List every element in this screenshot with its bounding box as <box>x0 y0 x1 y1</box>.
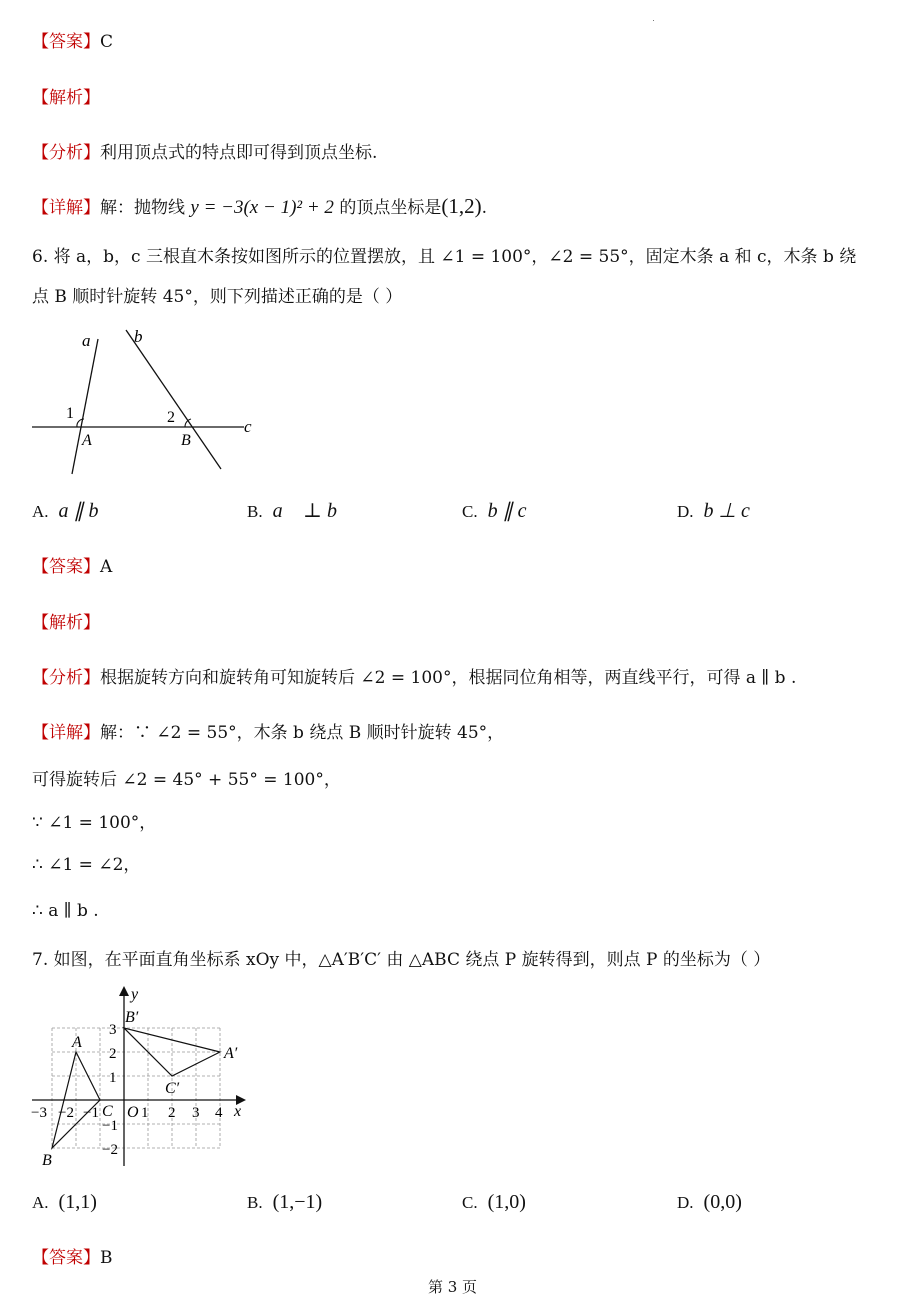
q6-step-4: ∴ a ∥ b . <box>32 901 99 921</box>
q5-detail-line <box>32 194 487 220</box>
option-label: B. <box>247 502 263 521</box>
option-label: B. <box>247 1193 263 1212</box>
q6-option-d[interactable] <box>677 498 750 525</box>
ytick: 3 <box>109 1022 117 1038</box>
option-label: D. <box>677 502 694 521</box>
page-footer: 第 3 页 <box>427 1278 478 1296</box>
label-O: O <box>127 1104 139 1121</box>
q6-answer-line <box>32 555 112 579</box>
analysis-tag: 【分析】 <box>32 668 100 688</box>
q7-answer-line <box>32 1246 113 1270</box>
option-label: C. <box>462 502 478 521</box>
xtick: −1 <box>83 1105 99 1121</box>
ytick: −1 <box>102 1118 118 1134</box>
q6-option-c[interactable] <box>462 498 526 525</box>
q6-step-2: ∵ ∠1 = 100°， <box>32 813 157 833</box>
q7-option-a[interactable] <box>32 1189 97 1216</box>
ytick: −2 <box>102 1142 118 1158</box>
answer-tag: 【答案】 <box>32 557 100 577</box>
option-value: a⃗ ⊥ b⃗ <box>272 500 353 522</box>
label-B: B <box>42 1152 52 1169</box>
q7-option-c[interactable] <box>462 1189 526 1216</box>
option-label: C. <box>462 1193 478 1212</box>
label-2: 2 <box>167 409 175 426</box>
analysis-text: 利用顶点式的特点即可得到顶点坐标. <box>100 143 378 163</box>
label-a: a <box>82 331 91 350</box>
xtick: 2 <box>168 1105 176 1121</box>
label-c: c <box>244 417 252 436</box>
q6-stem-line2: 点 B 顺时针旋转 45°，则下列描述正确的是（ ） <box>32 287 403 307</box>
detail-text: 解：∵ ∠2 = 55°，木条 b 绕点 B 顺时针旋转 45°， <box>100 723 505 743</box>
q7-option-d[interactable] <box>677 1189 742 1216</box>
option-value: (1,0) <box>487 1191 526 1213</box>
detail-pre: 解：抛物线 <box>100 198 185 218</box>
stray-dot <box>653 20 654 21</box>
option-label: A. <box>32 1193 49 1212</box>
label-A: A <box>72 1034 82 1051</box>
option-value: b ∥ c <box>487 500 527 522</box>
detail-end: . <box>481 198 487 218</box>
label-y: y <box>131 986 139 1003</box>
label-1: 1 <box>66 405 74 422</box>
q6-figure <box>28 322 268 482</box>
xtick: −3 <box>31 1105 47 1121</box>
option-value: a ∥ b <box>58 500 99 522</box>
label-A1: A′ <box>224 1045 238 1062</box>
q5-answer-line <box>32 30 113 54</box>
q7-stem: 7. 如图，在平面直角坐标系 xOy 中，△A′B′C′ 由 △ABC 绕点 P 旋转得到，则点 P 的坐标为（ ） <box>32 950 771 970</box>
q5-jiexi-line <box>32 86 100 110</box>
xtick: 4 <box>215 1105 223 1121</box>
label-A: A <box>82 432 92 449</box>
label-B1: B′ <box>125 1009 139 1026</box>
q6-detail-line <box>32 721 504 745</box>
point-labels <box>42 986 241 1169</box>
q6-option-a[interactable] <box>32 498 99 525</box>
tick-labels <box>31 1022 223 1158</box>
q6-jiexi-line <box>32 611 100 635</box>
jiexi-tag: 【解析】 <box>32 613 100 633</box>
label-B: B <box>181 432 191 449</box>
line-a <box>72 339 98 474</box>
q7-option-b[interactable] <box>247 1189 322 1216</box>
option-label: A. <box>32 502 49 521</box>
vertex-point: (1,2) <box>441 194 482 218</box>
q6-analysis-line <box>32 666 796 690</box>
analysis-text: 根据旋转方向和旋转角可知旋转后 ∠2 = 100°，根据同位角相等，两直线平行，可得 a ∥ b . <box>100 668 797 688</box>
detail-mid: 的顶点坐标是 <box>339 198 442 218</box>
q6-step-1: 可得旋转后 ∠2 = 45° + 55° = 100°， <box>32 770 341 790</box>
q6-option-b[interactable] <box>247 498 353 525</box>
ytick: 2 <box>109 1046 117 1062</box>
xtick: 3 <box>192 1105 200 1121</box>
option-value: (0,0) <box>703 1191 742 1213</box>
ytick: 1 <box>109 1070 117 1086</box>
q7-figure <box>28 982 258 1172</box>
q6-stem-line1: 6. 将 a，b，c 三根直木条按如图所示的位置摆放，且 ∠1 = 100°，∠2 = 55°，固定木条 a 和 c，木条 b 绕 <box>32 247 857 267</box>
label-C1: C′ <box>165 1080 180 1097</box>
answer-value: A <box>100 557 113 577</box>
detail-tag: 【详解】 <box>32 723 100 743</box>
analysis-tag: 【分析】 <box>32 143 100 163</box>
q6-step-3: ∴ ∠1 = ∠2， <box>32 855 141 875</box>
xtick: 1 <box>141 1105 149 1121</box>
label-x: x <box>234 1103 242 1120</box>
answer-tag: 【答案】 <box>32 1248 100 1268</box>
jiexi-tag: 【解析】 <box>32 88 100 108</box>
xtick: −2 <box>58 1105 74 1121</box>
answer-value: C <box>100 32 114 52</box>
option-label: D. <box>677 1193 694 1212</box>
option-value: (1,1) <box>58 1191 97 1213</box>
line-b <box>126 330 221 469</box>
answer-tag: 【答案】 <box>32 32 100 52</box>
option-value: b ⊥ c <box>703 500 750 522</box>
y-axis-arrow <box>119 986 129 996</box>
parabola-formula: y = −3(x − 1)² + 2 <box>190 197 334 218</box>
detail-tag: 【详解】 <box>32 198 100 218</box>
label-C: C <box>102 1103 113 1120</box>
answer-value: B <box>100 1248 113 1268</box>
q5-analysis-line <box>32 141 377 165</box>
option-value: (1,−1) <box>272 1191 323 1213</box>
label-b: b <box>134 327 143 346</box>
